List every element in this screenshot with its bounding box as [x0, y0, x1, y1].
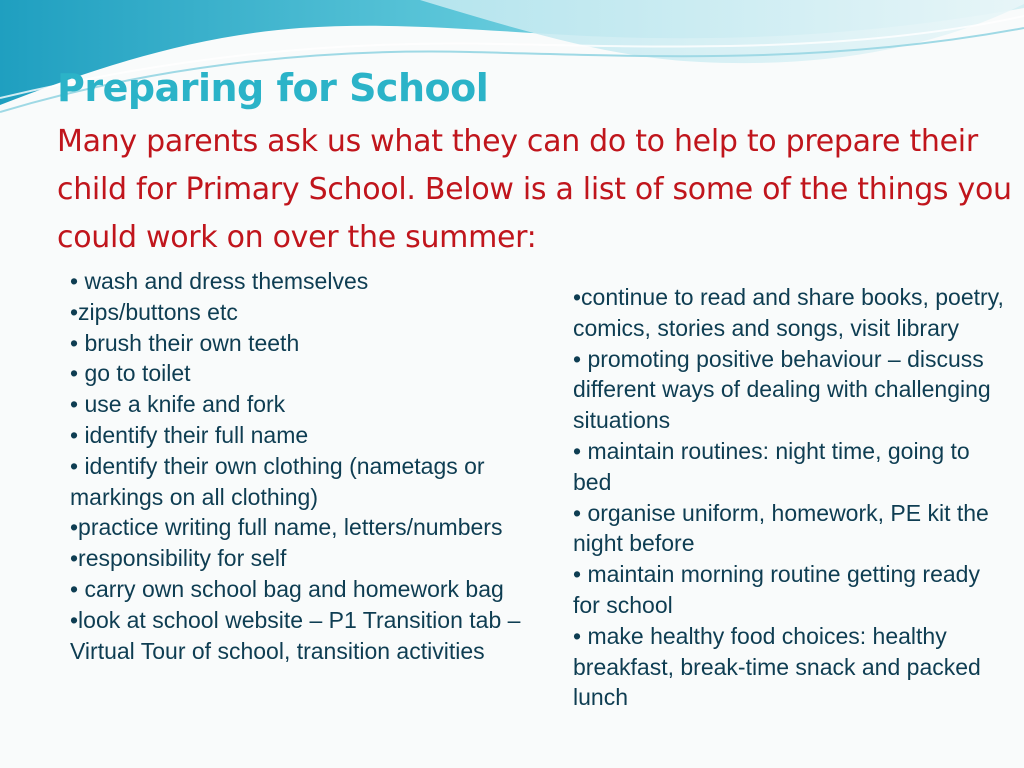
list-item: • identify their full name [70, 421, 309, 448]
list-item: •look at school website – P1 Transition tab – Virtual Tour of school, transition activities [70, 606, 521, 664]
list-item: • use a knife and fork [70, 391, 286, 418]
list-item: • go to toilet [70, 360, 191, 387]
list-item: • make healthy food choices: healthy breakfast, break-time snack and packed lunch [573, 622, 981, 711]
list-item: • carry own school bag and homework bag [70, 575, 504, 602]
left-checklist [70, 266, 530, 666]
list-item: • identify their own clothing (nametags or markings on all clothing) [70, 452, 485, 510]
list-item: • maintain morning routine getting ready for school [573, 561, 980, 618]
list-item: • brush their own teeth [70, 329, 300, 356]
list-item: •continue to read and share books, poetry, comics, stories and songs, visit library [573, 284, 1004, 341]
list-item: •practice writing full name, letters/numbers [70, 514, 503, 541]
list-item: • maintain routines: night time, going to bed [573, 437, 970, 495]
list-item: •zips/buttons etc [70, 298, 238, 325]
list-item: • organise uniform, homework, PE kit the night before [573, 499, 989, 557]
slide-title: Preparing for School [57, 66, 489, 110]
intro-text: Many parents ask us what they can do to help to prepare their child for Primary School. Below is a list of some of the things you could work on over the summer: [57, 124, 1012, 255]
right-checklist [573, 282, 1013, 713]
list-item: • wash and dress themselves [70, 268, 369, 294]
list-item: • promoting positive behaviour – discuss different ways of dealing with challenging situations [573, 345, 991, 434]
list-item: •responsibility for self [70, 545, 287, 572]
